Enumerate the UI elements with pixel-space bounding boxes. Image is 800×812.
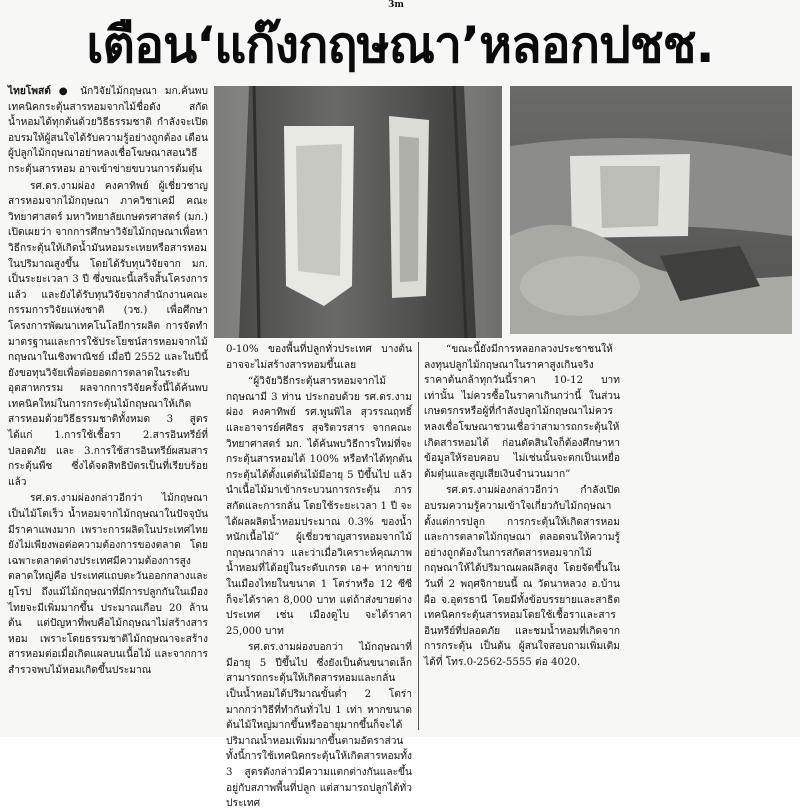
article-column-1 — [8, 84, 208, 732]
tree-trunk-illustration — [214, 86, 502, 338]
col3-paragraph-1: “ขณะนี้ยังมีการหลอกลวงประชาชนให้ลงทุนปลูกไม้กฤษณาในราคาสูงเกินจริง ราคาต้นกล้าทุกวันนี้ราคา 10-12 บาทเท่านั้น ไม่ควรซื้อในราคาเกินกว่านี้ ในส่วนเกษตรกรหรือผู้ที่กำลังปลูกไม้กฤษณาไม่ควรหลงเชื่อโฆษณาชวนเชื่อว่าสามารถกระตุ้นให้เกิดสารหอมได้ ก่อนตัดสินใจก็ต้องศึกษาหาข้อมูลให้รอบคอบ ไม่เช่นนั้นจะตกเป็นเหยื่อต้มตุ๋นและสูญเสียเงินจำนวนมาก” — [424, 344, 620, 480]
column-divider — [418, 342, 419, 730]
col1-paragraph-3: รศ.ดร.งามผ่องกล่าวอีกว่า ไม้กฤษณาเป็นไม้โตเร็ว น้ำหอมจากไม้กฤษณาในปัจจุบันมีราคาแพงมาก เพราะการผลิตในประเทศไทยยังไม่เพียงพอต่อความต้องการของตลาด โดยเฉพาะตลาดต่างประเทศมีความต้องการสูง ตลาดใหญ่คือ ประเทศแถบตะวันออกกลางและยุโรป ถึงแม้ไม้กฤษณาที่มีการปลูกกันในเมืองไทยจะมีเพิ่มมากขึ้น ประมาณเกือบ 20 ล้านต้น แต่ปัญหาที่พบคือไม้กฤษณาไม่สร้างสารหอม เพราะโดยธรรมชาติไม้กฤษณาจะสร้างสารหอมต่อเมื่อเกิดแผลบนเนื้อไม้ และจากการสำรวจพบไม้หอมเกิดขึ้นประมาณ — [8, 493, 208, 676]
photo-tree-trunk-cut — [214, 86, 502, 338]
hand-wood-illustration — [510, 86, 792, 334]
byline: ไทยโพสต์ — [8, 85, 51, 97]
col3-paragraph-2: รศ.ดร.งามผ่องกล่าวอีกว่า กำลังเปิดอบรมความรู้ความเข้าใจเกี่ยวกับไม้กฤษณาตั้งแต่การปลูก การกระตุ้นให้เกิดสารหอม และการตลาดไม้กฤษณา ตลอดจนให้ความรู้อย่างถูกต้องในการสกัดสารหอมจากไม้กฤษณาให้ได้ปริมาณผลผลิตสูง โดยจัดขึ้นในวันที่ 2 พฤศจิกายนนี้ ณ วัดนาหลวง อ.บ้านผือ จ.อุดรธานี โดยมีทั้งข้อบรรยายและสาธิตเทคนิคกระตุ้นสารหอมโดยใช้เชื้อราและสารอินทรีย์ที่ปลอดภัย และชมน้ำหอมที่เกิดจากการกระตุ้น เป็นต้น ผู้สนใจสอบถามเพิ่มเติมได้ที่ โทร.0-2562-5555 ต่อ 4020. — [424, 485, 620, 668]
col1-paragraph-1: ● นักวิจัยไม้กฤษณา มก.ค้นพบเทคนิคกระตุ้นสารหอมจากไม้ชื่อดัง สกัดน้ำหอมได้ทุกต้นด้วยวิธีธรรมชาติ กำลังจะเปิดอบรมให้ผู้สนใจได้รับความรู้อย่างถูกต้อง เตือนผู้ปลูกไม้กฤษณาอย่าหลงเชื่อโฆษณาสอนวิธีกระตุ้นสารหอม อาจเข้าข่ายขบวนการต้มตุ๋น — [8, 86, 208, 175]
masthead-mark: 3m — [388, 0, 404, 10]
col2-paragraph-1: 0-10% ของพื้นที่ปลูกทั่วประเทศ บางต้นอาจจะไม่สร้างสารหอมขึ้นเลย — [226, 344, 412, 371]
headline: เตือน‘แก๊งกฤษณา’หลอกปชช. — [86, 16, 714, 74]
article-column-2 — [226, 342, 412, 810]
col2-paragraph-2: “ผู้วิจัยวิธีกระตุ้นสารหอมจากไม้กฤษณามี 3 ท่าน ประกอบด้วย รศ.ดร.งามผ่อง คงคาทิพย์ รศ.พูนพิไล สุวรรณฤทธิ์ และอาจารย์ศศิธร สุจริตวรสาร จากคณะวิทยาศาสตร์ มก. ได้ค้นพบวิธีการใหม่ที่จะกระตุ้นสารหอมได้ 100% หรือทำได้ทุกต้น กระตุ้นได้ตั้งแต่ต้นไม้มีอายุ 5 ปีขึ้นไป แล้วนำเนื้อไม้มาเข้ากระบวนการกระตุ้น การสกัดและการกลั่น โดยใช้ระยะเวลา 1 ปี จะได้ผลผลิตน้ำหอมประมาณ 0.3% ของน้ำหนักเนื้อไม้” ผู้เชี่ยวชาญสารหอมจากไม้กฤษณากล่าว และว่าเมื่อวิเคราะห์คุณภาพน้ำหอมที่ได้อยู่ในระดับเกรด เอ+ หากขายในเมืองไทยในขนาด 1 โตร่าหรือ 12 ซีซี ก็จะได้ราคา 8,000 บาท แต่ถ้าส่งขายต่างประเทศ เช่น เมืองดูไบ จะได้ราคา 25,000 บาท — [226, 376, 412, 637]
col1-paragraph-2: รศ.ดร.งามผ่อง คงคาทิพย์ ผู้เชี่ยวชาญสารหอมจากไม้กฤษณา ภาควิชาเคมี คณะวิทยาศาสตร์ มหาวิทยาลัยเกษตรศาสตร์ (มก.) เปิดเผยว่า จากการศึกษาวิจัยไม้กฤษณาเพื่อหาวิธีกระตุ้นให้เกิดน้ำมันหอมระเหยหรือสารหอมในปริมาณสูงขึ้น โดยได้รับทุนวิจัยจาก มก. เป็นระยะเวลา 3 ปี ซึ่งขณะนี้เสร็จสิ้นโครงการแล้ว และยังได้รับทุนวิจัยจากสำนักงานคณะกรรมการวิจัยแห่งชาติ (วช.) เพื่อศึกษาโครงการพัฒนาเทคโนโลยีการผลิต การจัดทำมาตรฐานและการใช้ประโยชน์สารหอมจากไม้กฤษณาในเชิงพาณิชย์ เมื่อปี 2552 และในปีนี้ยังขอทุนวิจัยเพื่อต่อยอดการตลาดในระดับอุตสาหกรรม ผลจากการวิจัยครั้งนี้ได้ค้นพบเทคนิคใหม่ในการกระตุ้นไม้กฤษณาให้เกิดสารหอมด้วยวิธีธรรมชาติทั้งหมด 3 สูตร ได้แก่ 1.การใช้เชื้อรา 2.สารอินทรีย์ที่ปลอดภัย และ 3.การใช้สารอินทรีย์ผสมสารกระตุ้นพืช ซึ่งได้จดสิทธิบัตรเป็นที่เรียบร้อยแล้ว — [8, 180, 208, 488]
col2-paragraph-3: รศ.ดร.งามผ่องบอกว่า ไม้กฤษณาที่มีอายุ 5 ปีขึ้นไป ซึ่งยังเป็นต้นขนาดเล็ก สามารถกระตุ้นให้เกิดสารหอมและกลั่นเป็นน้ำหอมได้ปริมาณขั้นต่ำ 2 โตร่า มากกว่าวิธีที่ทำกันทั่วไป 1 เท่า หากขนาดต้นไม้ใหญ่มากขึ้นหรืออายุมากขึ้นก็จะได้ปริมาณน้ำหอมเพิ่มมากขึ้นตามอัตราส่วน ทั้งนี้การใช้เทคนิคกระตุ้นให้เกิดสารหอมทั้ง 3 สูตรดังกล่าวมีความแตกต่างกันและขึ้นอยู่กับสภาพพื้นที่ปลูก แต่สามารถปลูกได้ทั่วประเทศ — [226, 642, 412, 810]
article-column-3 — [424, 342, 620, 668]
photo-hand-holding-wood — [510, 86, 792, 334]
